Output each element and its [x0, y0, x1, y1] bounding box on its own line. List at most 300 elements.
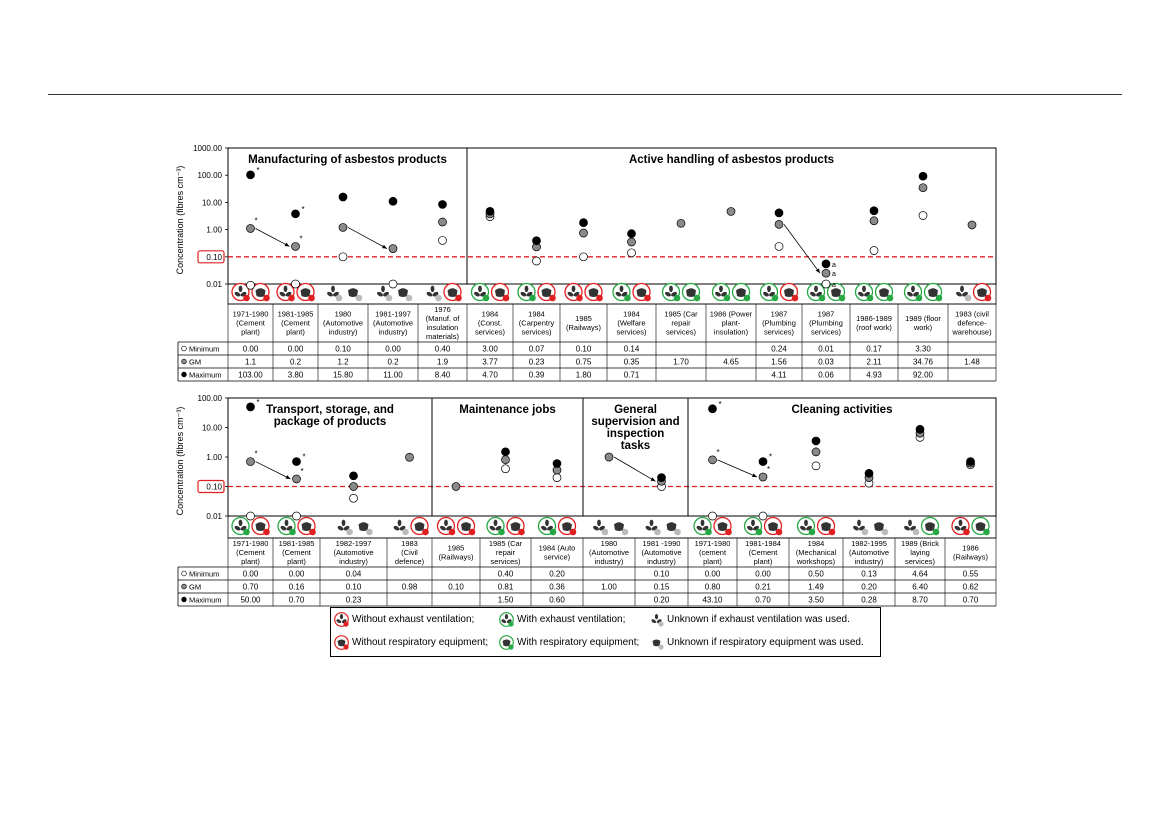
fan-blade: [478, 286, 482, 292]
status-dot: [576, 295, 583, 302]
fan-yes-icon: [232, 518, 250, 536]
data-point-minimum: [389, 280, 397, 288]
category-label: services): [763, 327, 795, 337]
table-cell: 0.55: [962, 569, 979, 579]
status-dot: [913, 529, 920, 536]
legend-label: Without respiratory equipment;: [352, 637, 489, 648]
status-dot: [356, 295, 363, 302]
category-label: 1971-1980: [232, 539, 269, 548]
row-marker: [182, 372, 187, 377]
mask-unknown-icon: [398, 288, 412, 301]
status-dot: [622, 529, 629, 536]
fan-yes-icon: [798, 518, 816, 536]
category-label: services): [616, 327, 647, 337]
table-cell: 1.49: [808, 582, 824, 592]
table-cell: 0.10: [653, 569, 670, 579]
category-label: plant): [286, 327, 305, 337]
table-cell: 0.06: [818, 370, 834, 380]
y-tick-label: 1.00: [206, 453, 222, 462]
data-point-maximum: [775, 209, 783, 217]
data-point-gm: [870, 217, 878, 225]
category-label: plant): [241, 327, 260, 337]
data-point-gm: [709, 456, 717, 464]
status-dot: [243, 529, 250, 536]
category-label: 1982-1995: [851, 539, 887, 548]
table-cell: 0.15: [653, 582, 670, 592]
section-title: supervision and: [591, 416, 680, 428]
category-label: (Railways): [952, 552, 989, 562]
y-tick-label: 100.00: [197, 394, 222, 403]
fan-blade: [239, 286, 243, 292]
data-point-maximum: [292, 210, 300, 218]
data-point-maximum: [967, 458, 975, 466]
y-axis-label: Concentration (fibres cm⁻³): [175, 165, 185, 275]
category-label: (Cement: [236, 548, 265, 557]
table-cell: 0.70: [962, 595, 979, 605]
data-point-gm: [339, 223, 347, 231]
fan-unknown-icon: [645, 520, 661, 536]
category-label: 1985: [575, 314, 592, 323]
mask-unknown-icon: [667, 522, 681, 535]
category-label: (Plumbing: [809, 318, 843, 328]
fan-unknown-icon: [326, 286, 342, 302]
table-cell: 0.28: [861, 595, 877, 605]
mask-shape: [976, 522, 986, 531]
category-label: 1981-1985: [278, 539, 315, 548]
table-cell: 0.62: [962, 582, 979, 592]
category-label: services): [810, 327, 842, 337]
category-label: (Mechanical: [795, 548, 837, 557]
status-dot: [402, 529, 409, 536]
fan-blade: [857, 520, 861, 526]
y-tick-label: 0.01: [206, 512, 222, 521]
plot-frame: [228, 148, 996, 284]
category-label: 1971-1980: [232, 309, 269, 319]
table-cell: 1.56: [771, 357, 787, 367]
status-dot: [862, 529, 869, 536]
category-label: 1986: [962, 543, 979, 553]
table-cell: 4.64: [912, 569, 928, 579]
fan-blade: [960, 286, 964, 292]
status-dot: [674, 295, 681, 302]
table-cell: 0.17: [866, 344, 882, 354]
mask-shape: [511, 522, 521, 531]
data-point-maximum: [486, 207, 494, 215]
significance-star: *: [256, 397, 260, 407]
table-cell: 4.93: [866, 370, 882, 380]
table-cell: 0.98: [401, 582, 418, 592]
table-cell: 0.36: [549, 582, 565, 592]
fan-unknown-icon: [649, 612, 664, 627]
table-cell: 6.40: [912, 582, 928, 592]
fan-no-icon: [334, 612, 349, 627]
status-dot: [366, 529, 373, 536]
significance-star: *: [767, 464, 771, 474]
status-dot: [705, 529, 712, 536]
category-label: 1971-1980: [694, 539, 731, 548]
legend-label: With exhaust ventilation;: [517, 614, 626, 625]
table-cell: 8.70: [912, 595, 928, 605]
category-label: 1987: [817, 309, 835, 319]
table-cell: 0.70: [242, 582, 259, 592]
fan-yes-icon: [694, 518, 712, 536]
category-label: repair: [495, 548, 516, 557]
mask-shape: [768, 522, 778, 531]
mask-no-icon: [252, 518, 270, 536]
table-cell: 0.39: [528, 370, 545, 380]
data-point-minimum: [580, 253, 588, 261]
mask-shape: [874, 522, 884, 531]
mask-shape: [562, 522, 572, 531]
mask-shape: [461, 522, 471, 531]
status-dot: [724, 295, 731, 302]
mask-yes-icon: [683, 284, 701, 302]
table-cell: 1.70: [673, 357, 689, 367]
section-title: Active handling of asbestos products: [628, 154, 835, 166]
status-dot: [289, 529, 296, 536]
fan-blade: [701, 520, 705, 526]
data-point-maximum: [533, 237, 541, 245]
mask-yes-icon: [922, 518, 940, 536]
category-label: (Cement: [282, 548, 311, 557]
legend-label: Without exhaust ventilation;: [352, 614, 475, 625]
fan-yes-icon: [499, 612, 514, 627]
category-label: industry): [378, 327, 408, 337]
table-cell: 1.1: [244, 357, 257, 367]
mask-yes-icon: [972, 518, 990, 536]
section-title: General: [614, 404, 657, 416]
mask-shape: [448, 288, 458, 297]
table-cell: 1.9: [436, 357, 449, 367]
fan-unknown-icon: [955, 286, 971, 302]
table-cell: 103.00: [238, 370, 263, 380]
significance-star: *: [769, 452, 773, 462]
mask-yes-icon: [876, 284, 894, 302]
category-label: (Automotive: [333, 548, 374, 557]
table-cell: 3.30: [915, 344, 931, 354]
table-cell: 0.00: [242, 569, 259, 579]
mask-shape: [977, 288, 987, 297]
section-title: Maintenance jobs: [459, 404, 556, 416]
table-cell: 3.80: [287, 370, 304, 380]
mask-no-icon: [974, 284, 992, 302]
category-label: laying: [910, 548, 930, 557]
table-cell: 1.00: [601, 582, 617, 592]
category-label: defence-: [957, 318, 987, 328]
fan-blade: [284, 286, 288, 292]
category-label: (Cement: [236, 318, 265, 328]
status-dot: [455, 295, 462, 302]
row-label: Minimum: [189, 569, 220, 579]
category-label: plant): [753, 557, 773, 566]
category-label: services): [665, 327, 697, 337]
data-point-maximum: [580, 219, 588, 227]
category-label: (Civil: [401, 548, 418, 557]
status-dot: [963, 529, 970, 536]
category-label: (Cement: [748, 548, 778, 557]
table-cell: 1.80: [575, 370, 592, 380]
data-point-minimum: [628, 249, 636, 257]
category-label: defence): [394, 557, 425, 566]
mask-unknown-icon: [874, 522, 888, 535]
mask-shape: [879, 288, 889, 297]
category-label: insulation: [426, 323, 459, 332]
mask-no-icon: [298, 518, 316, 536]
category-label: 1984: [528, 309, 545, 319]
data-point-maximum: [822, 260, 830, 268]
status-dot: [725, 529, 732, 536]
table-cell: 0.03: [818, 357, 834, 367]
table-cell: 8.40: [434, 370, 451, 380]
category-label: work): [913, 323, 933, 332]
table-cell: 0.10: [448, 582, 464, 592]
significance-star: *: [300, 466, 304, 476]
table-cell: 4.65: [723, 357, 739, 367]
data-point-minimum: [775, 242, 783, 250]
table-cell: 0.23: [528, 357, 545, 367]
category-label: (Automotive: [322, 318, 364, 328]
status-dot: [887, 295, 894, 302]
mask-yes-icon: [733, 284, 751, 302]
table-cell: 1.50: [497, 595, 514, 605]
fan-no-icon: [952, 518, 970, 536]
category-label: workshops): [796, 557, 836, 566]
category-label: plant): [703, 557, 722, 566]
mask-shape: [542, 288, 552, 297]
data-point-gm: [293, 475, 301, 483]
mask-no-icon: [492, 284, 510, 302]
fan-yes-icon: [487, 518, 505, 536]
category-label: industry): [647, 557, 676, 566]
category-label: (Plumbing: [762, 318, 796, 328]
table-cell: 0.00: [704, 569, 721, 579]
row-marker: [182, 584, 187, 589]
status-dot: [744, 295, 751, 302]
fan-yes-icon: [713, 284, 731, 302]
fan-blade: [525, 286, 529, 292]
trend-arrow: [348, 227, 387, 248]
category-label: 1985 (Car: [664, 309, 698, 319]
table-cell: 3.50: [808, 595, 824, 605]
category-label: 1989 (Brick: [901, 539, 939, 548]
table-cell: 0.24: [771, 344, 787, 354]
category-label: services): [490, 557, 521, 566]
data-point-maximum: [502, 448, 510, 456]
table-cell: 0.00: [385, 344, 401, 354]
row-label: GM: [189, 357, 202, 367]
fan-yes-icon: [539, 518, 557, 536]
table-cell: 0.2: [289, 357, 302, 367]
row-label: Minimum: [189, 344, 220, 354]
section-title: tasks: [620, 440, 651, 452]
status-dot: [644, 295, 651, 302]
fan-yes-icon: [613, 284, 631, 302]
mask-shape: [301, 288, 311, 297]
category-label: 1984 (Auto: [538, 543, 576, 553]
table-cell: 3.00: [482, 344, 498, 354]
data-point-gm: [812, 448, 820, 456]
status-dot: [550, 529, 557, 536]
legend-item-with-vent: [499, 612, 625, 627]
table-cell: 4.11: [771, 370, 787, 380]
fan-blade: [381, 286, 385, 292]
arrow-head: [816, 268, 820, 273]
category-label: 1985: [447, 543, 465, 553]
mask-shape: [718, 522, 728, 531]
table-cell: 0.23: [345, 595, 362, 605]
fan-yes-icon: [761, 284, 779, 302]
mask-no-icon: [714, 518, 732, 536]
category-label: service): [543, 552, 571, 562]
fan-unknown-icon: [426, 286, 442, 302]
data-point-minimum: [292, 280, 300, 288]
category-label: (cement: [698, 548, 727, 557]
category-label: 1984: [623, 309, 640, 319]
category-label: 1984: [481, 309, 499, 319]
status-dot: [809, 529, 816, 536]
fan-yes-icon: [856, 284, 874, 302]
category-label: (Automotive: [372, 318, 414, 328]
category-label: services): [521, 327, 552, 337]
legend-label: With respiratory equipment;: [517, 637, 640, 648]
trend-arrow: [256, 462, 291, 479]
row-marker: [182, 597, 187, 602]
mask-no-icon: [507, 518, 525, 536]
section-title: inspection: [606, 428, 665, 440]
status-dot: [518, 529, 525, 536]
data-point-gm: [350, 483, 358, 491]
y-tick-label: 1000.00: [193, 144, 222, 153]
data-point-minimum: [502, 465, 510, 473]
category-label: industry): [328, 327, 358, 337]
data-point-gm: [502, 456, 510, 464]
category-label: 1986-1989: [856, 314, 892, 323]
table-cell: 0.16: [288, 582, 305, 592]
y-tick-label: 100.00: [197, 171, 222, 181]
mask-no-icon: [781, 284, 799, 302]
data-point-gm: [968, 221, 976, 229]
table-cell: 0.10: [345, 582, 362, 592]
data-point-gm: [759, 473, 767, 481]
fan-unknown-icon: [393, 520, 409, 536]
data-point-maximum: [553, 460, 561, 468]
mask-unknown-icon: [649, 635, 664, 650]
data-point-gm: [628, 238, 636, 246]
status-dot: [483, 295, 490, 302]
fan-yes-icon: [518, 284, 536, 302]
mask-shape: [398, 288, 408, 297]
row-label: Maximum: [189, 595, 222, 605]
data-point-minimum: [812, 462, 820, 470]
legend-label: Unknown if exhaust ventilation was used.: [667, 614, 850, 625]
y-tick-label: 10.00: [201, 198, 222, 208]
table-cell: 34.76: [912, 357, 934, 367]
category-label: 1983: [401, 539, 418, 548]
significance-star: *: [254, 216, 258, 226]
fan-blade: [331, 286, 335, 292]
status-dot: [386, 295, 393, 302]
table-cell: 0.20: [653, 595, 670, 605]
data-point-maximum: [247, 403, 255, 411]
legend-item-with-resp: [499, 635, 639, 650]
row-marker: [182, 359, 187, 364]
category-label: 1976: [434, 305, 451, 314]
category-label: (Railways): [438, 552, 474, 562]
fan-unknown-icon: [337, 520, 353, 536]
category-label: warehouse): [952, 327, 992, 337]
fan-blade: [494, 520, 498, 526]
mask-shape: [415, 522, 425, 531]
data-point-gm: [452, 483, 460, 491]
significance-letter: a: [832, 271, 836, 279]
mask-shape: [784, 288, 794, 297]
mask-no-icon: [411, 518, 429, 536]
mask-no-icon: [633, 284, 651, 302]
category-label: (roof work): [856, 323, 892, 332]
fan-blade: [669, 286, 673, 292]
category-label: 1983 (civil: [955, 309, 989, 319]
legend: [330, 607, 881, 657]
table-cell: 4.70: [482, 370, 498, 380]
legend-label: Unknown if respiratory equipment was used.: [667, 637, 864, 648]
data-point-gm: [406, 453, 414, 461]
mask-shape: [928, 288, 938, 297]
category-label: (Cement: [281, 318, 310, 328]
status-dot: [346, 529, 353, 536]
mask-shape: [348, 288, 358, 297]
status-dot: [983, 529, 990, 536]
table-cell: 0.35: [623, 357, 640, 367]
significance-star: *: [254, 449, 258, 459]
table-cell: 0.00: [287, 344, 304, 354]
significance-star: *: [716, 447, 720, 457]
table-cell: 0.60: [549, 595, 565, 605]
mask-shape: [302, 522, 312, 531]
table-cell: 0.00: [288, 569, 305, 579]
data-point-maximum: [870, 207, 878, 215]
fan-blade: [911, 286, 915, 292]
fan-blade: [398, 520, 402, 526]
status-dot: [867, 295, 874, 302]
mask-no-icon: [559, 518, 577, 536]
category-label: industry): [594, 557, 624, 566]
mask-no-icon: [538, 284, 556, 302]
table-cell: 0.75: [575, 357, 592, 367]
mask-no-icon: [334, 635, 349, 650]
data-point-maximum: [916, 425, 924, 433]
status-dot: [772, 295, 779, 302]
category-label: materials): [426, 332, 459, 341]
category-label: 1987: [770, 309, 788, 319]
category-label: 1981-1984: [745, 539, 781, 548]
status-dot: [916, 295, 923, 302]
row-label: Maximum: [189, 370, 222, 380]
status-dot: [263, 529, 270, 536]
fan-blade: [862, 286, 866, 292]
fan-blade: [431, 286, 435, 292]
data-point-minimum: [870, 247, 878, 255]
table-cell: 2.11: [866, 357, 882, 367]
status-dot: [776, 529, 783, 536]
mask-unknown-icon: [614, 522, 628, 535]
category-label: services): [904, 557, 936, 566]
category-label: (Const.: [477, 318, 503, 328]
fan-blade: [239, 520, 243, 526]
fan-blade: [597, 520, 601, 526]
table-cell: 0.40: [434, 344, 451, 354]
category-label: (Carpentry: [518, 318, 555, 328]
table-cell: 0.70: [288, 595, 305, 605]
